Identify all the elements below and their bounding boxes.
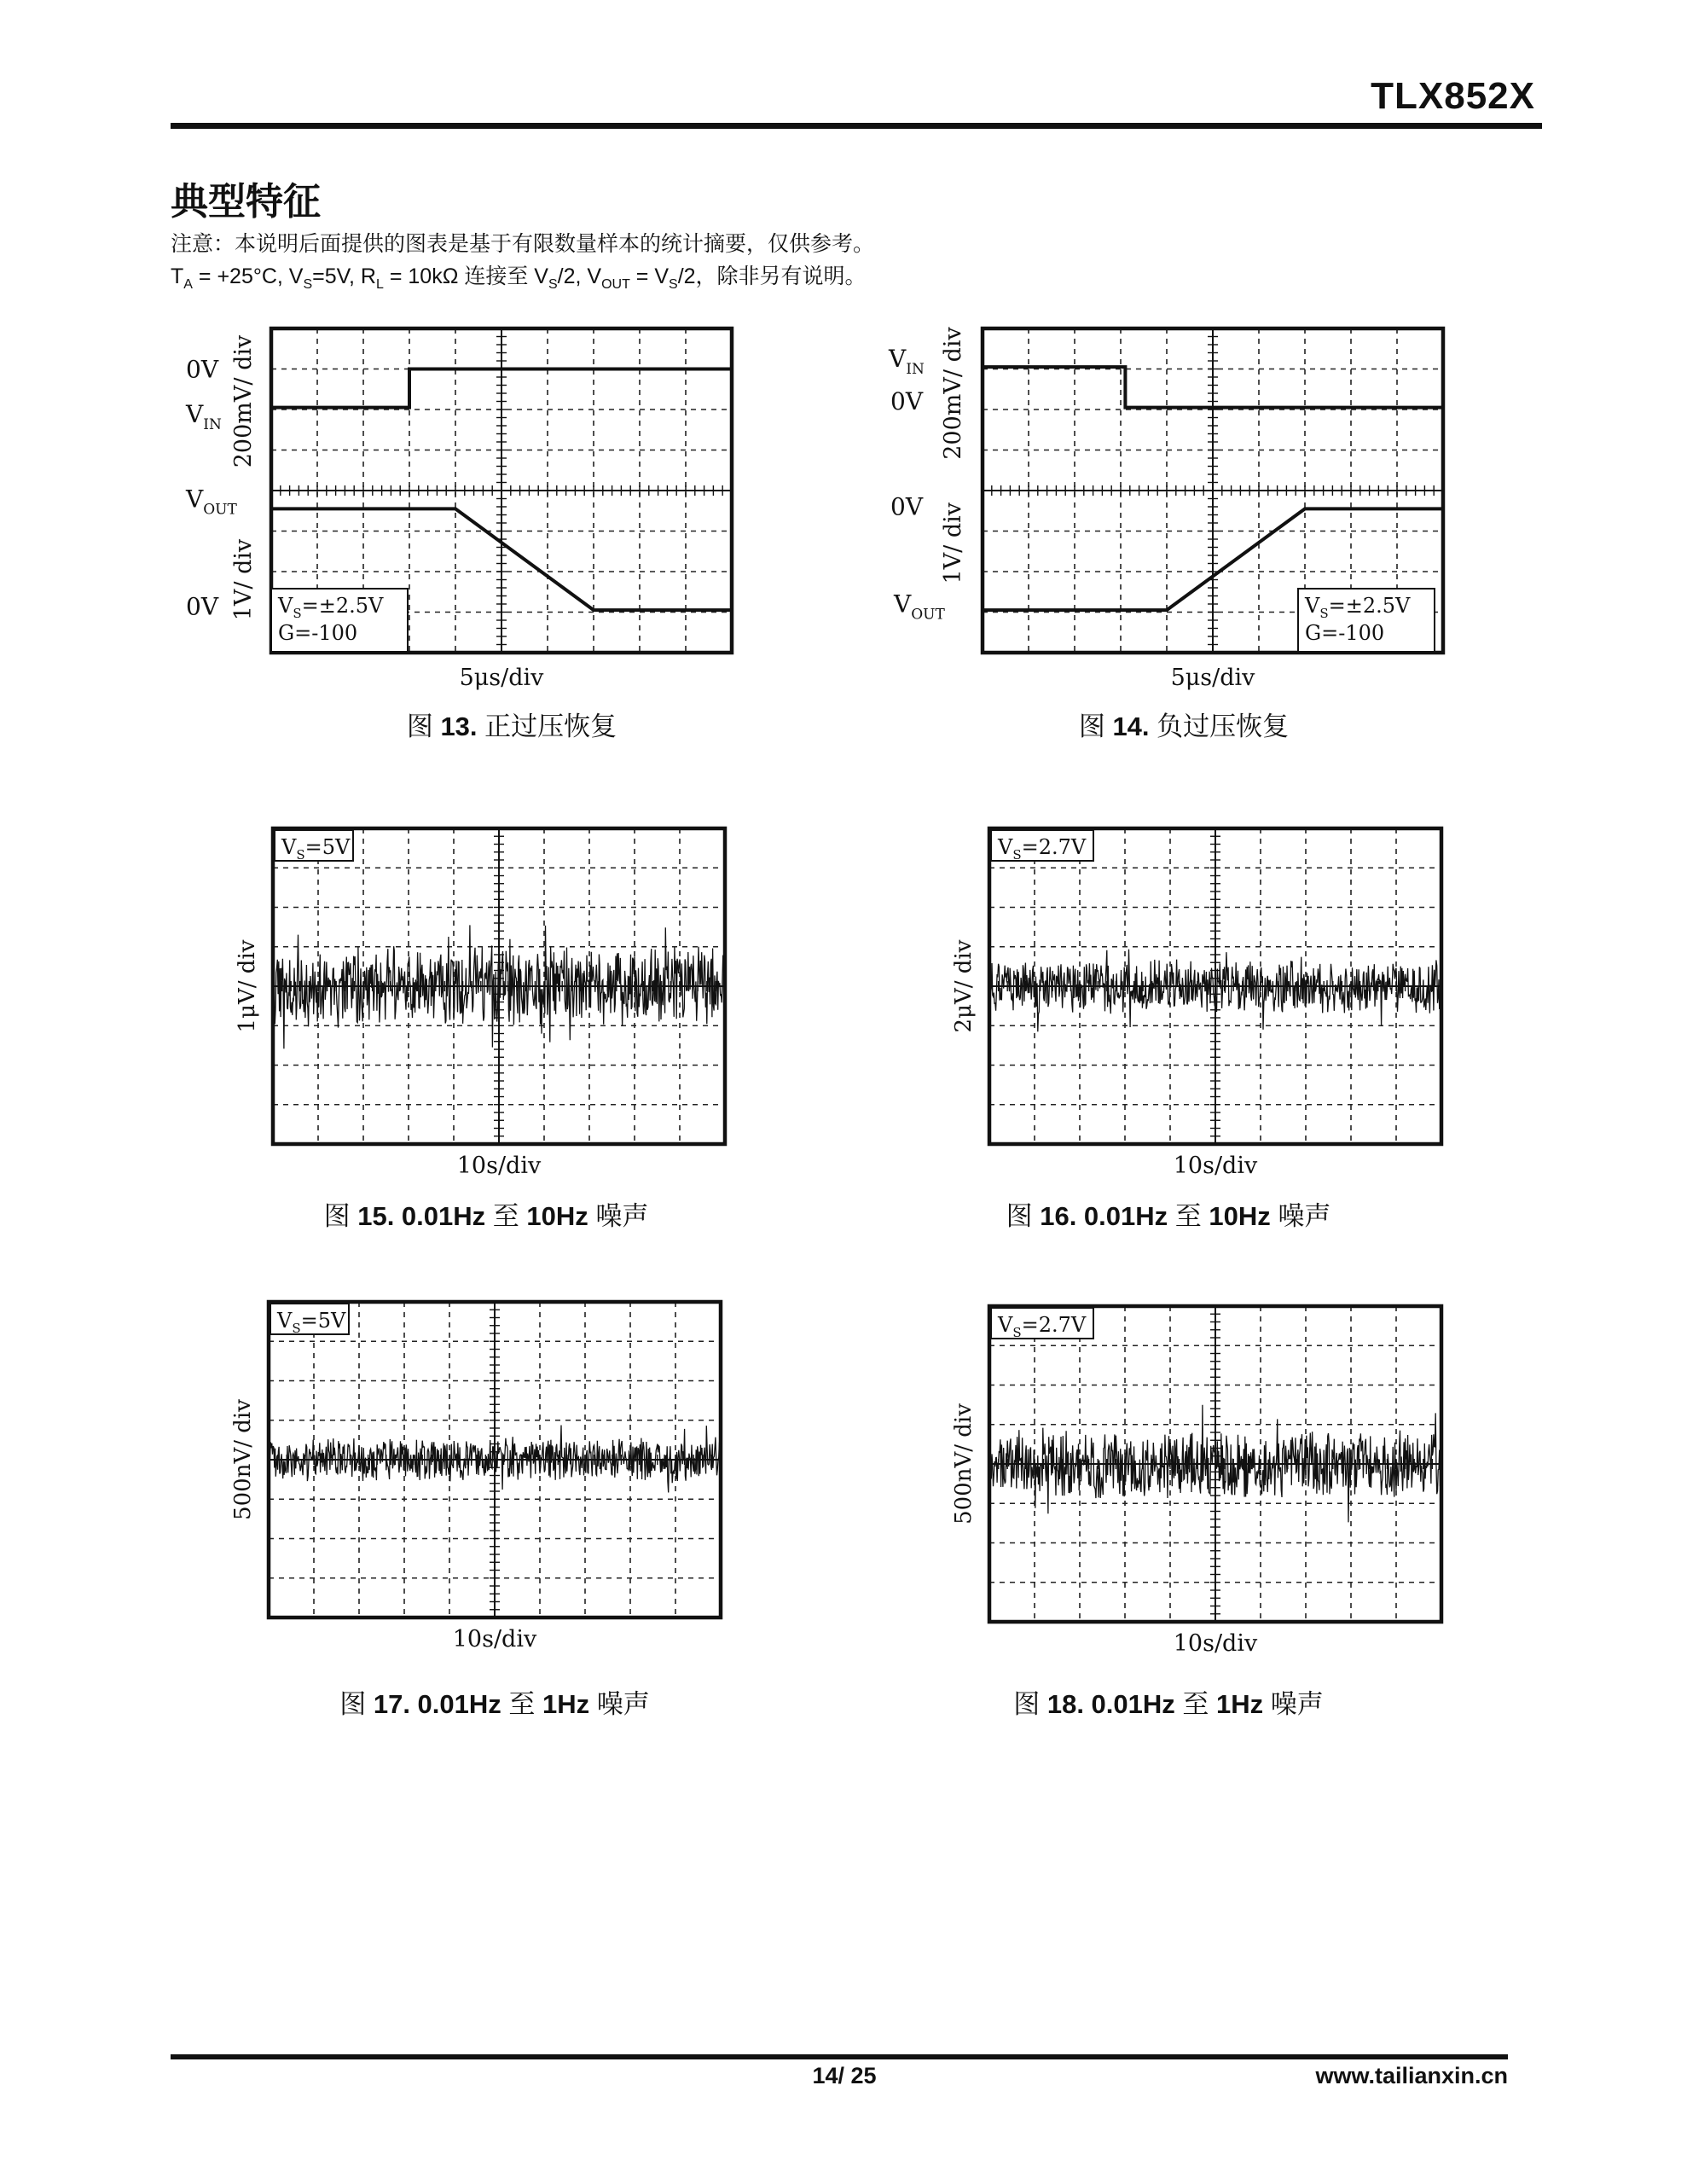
xlabel: 5μs/div [1170,665,1255,691]
label-vout: $V_{OUT}$ [186,485,237,519]
figure-13-caption: 图 13. 正过压恢复 [406,712,617,741]
figure-17-scope [217,1297,746,1681]
legend-supply: $V_S=\pm 2.5V$ [1305,594,1411,621]
xlabel: 10s/div [452,1626,537,1653]
legend-supply: $V_S=\pm 2.5V$ [278,594,384,621]
ylabel-top: 200mV/ div [940,327,966,460]
figure-15-scope [222,823,751,1199]
figure-14-caption: 图 14. 负过压恢复 [1078,712,1290,741]
figure-18-scope [938,1301,1467,1676]
ylabel: 500nV/ div [951,1403,977,1525]
section-title: 典型特征 [171,181,321,223]
ylabel: 500nV/ div [230,1399,256,1520]
label-zero-top: 0V [186,355,219,384]
conditions-line: $T_A = +25^\circ C$, $V_S=5V$, $R_L = 10k\Omega$ 连接至 $V_S/2$, $V_{OUT} = V_S/2$，除非另有说明。 [171,264,867,292]
figure-16-scope [938,823,1467,1199]
figure-16-caption: 图 16. 0.01Hz 至 10Hz 噪声 [1006,1201,1331,1231]
legend-supply: $V_S=5V$ [281,835,351,863]
figure-18-caption: 图 18. 0.01Hz 至 1Hz 噪声 [1013,1689,1324,1719]
xlabel: 10s/div [1173,1153,1258,1179]
legend-gain: G=-100 [1305,621,1385,645]
legend-supply: $V_S=2.7V$ [998,1313,1087,1340]
xlabel: 10s/div [1173,1630,1258,1657]
website-url[interactable]: www.tailianxin.cn [1315,2063,1508,2088]
xlabel: 5μs/div [459,665,544,691]
xlabel: 10s/div [456,1153,542,1179]
ylabel-bottom: 1V/ div [940,502,966,584]
label-zero-bottom: 0V [186,592,219,621]
legend-supply: $V_S=2.7V$ [998,835,1087,863]
header-rule [171,123,1542,129]
page-number: 14/ 25 [812,2063,877,2088]
ylabel-top: 200mV/ div [230,334,257,468]
legend-gain: G=-100 [278,621,358,645]
ylabel: 2μV/ div [951,939,977,1033]
figure-14-scope [887,316,1484,717]
legend-supply: $V_S=5V$ [277,1309,346,1336]
label-vout: $V_{OUT}$ [894,590,945,624]
label-vin: $V_{IN}$ [186,399,222,433]
footer-rule [171,2054,1508,2059]
figure-13-scope [179,316,776,717]
ylabel-bottom: 1V/ div [230,538,257,621]
label-zero-top: 0V [890,387,924,415]
ylabel: 1μV/ div [235,939,260,1033]
figure-17-caption: 图 17. 0.01Hz 至 1Hz 噪声 [339,1689,650,1719]
label-zero-bottom: 0V [890,492,924,521]
figure-15-caption: 图 15. 0.01Hz 至 10Hz 噪声 [323,1201,649,1231]
part-number: TLX852X [1371,75,1535,117]
note-line: 注意：本说明后面提供的图表是基于有限数量样本的统计摘要，仅供参考。 [171,232,875,256]
label-vin: $V_{IN}$ [889,345,925,379]
